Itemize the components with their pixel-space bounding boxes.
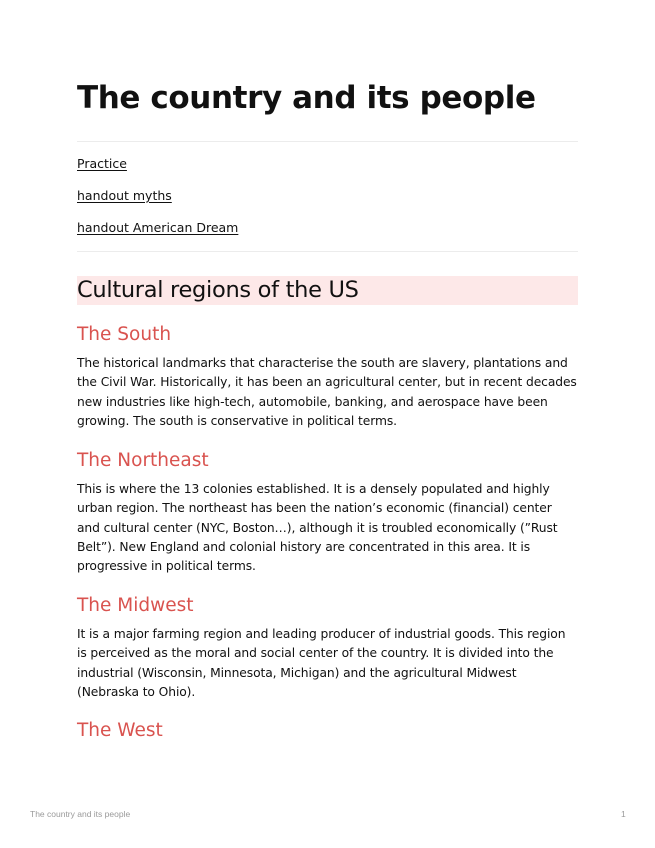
region-heading-midwest: The Midwest xyxy=(77,595,194,616)
link-handout-myths[interactable]: handout myths xyxy=(77,188,172,203)
link-handout-american-dream[interactable]: handout American Dream xyxy=(77,220,239,235)
section-heading: Cultural regions of the US xyxy=(77,277,359,303)
region-text-northeast: This is where the 13 colonies established. It is a densely populated and highly urban region. The northeast has been the nation’s economic (financial) center and cultural center (NYC, Boston…), although it is troubled economically (”Rust Belt”). New England and colonial history are concentrated in this area. It is progressive in political terms. xyxy=(77,482,558,574)
section-highlight xyxy=(77,276,578,305)
region-heading-west: The West xyxy=(77,720,163,741)
region-heading-south: The South xyxy=(77,324,172,345)
region-text-midwest: It is a major farming region and leading producer of industrial goods. This region is perceived as the moral and social center of the country. It is divided into the industrial (Wisconsin, Minnesota, Michigan) and the agricultural Midwest (Nebraska to Ohio). xyxy=(77,627,566,699)
footer-document-title: The country and its people xyxy=(30,809,131,819)
footer-page-number: 1 xyxy=(621,809,626,819)
page-title: The country and its people xyxy=(77,80,536,116)
region-heading-northeast: The Northeast xyxy=(77,450,209,471)
divider-bottom xyxy=(77,251,578,252)
region-text-south: The historical landmarks that characterise the south are slavery, plantations and the Civil War. Historically, it has been an agricultural center, but in recent decades new industries like high-tech, automobile, banking, and aerospace have been growing. The south is conservative in political terms. xyxy=(77,356,577,428)
divider-top xyxy=(77,141,578,142)
link-practice[interactable]: Practice xyxy=(77,156,127,171)
